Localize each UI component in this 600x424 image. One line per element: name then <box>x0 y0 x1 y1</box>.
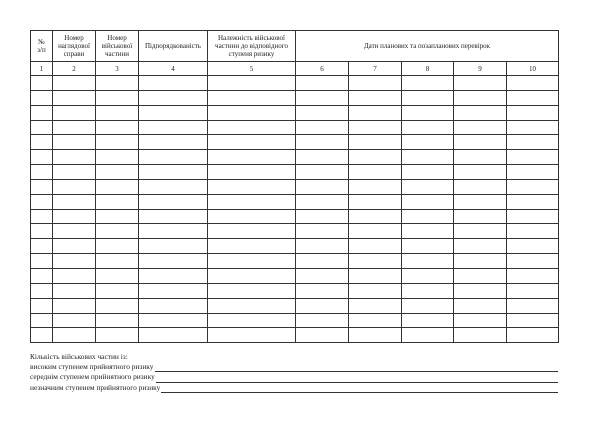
table-cell[interactable] <box>96 268 139 283</box>
table-cell[interactable] <box>53 239 96 254</box>
table-cell[interactable] <box>31 328 53 343</box>
table-cell[interactable] <box>53 268 96 283</box>
table-cell[interactable] <box>139 254 208 269</box>
table-cell[interactable] <box>208 313 296 328</box>
table-cell[interactable] <box>96 165 139 180</box>
table-cell[interactable] <box>139 313 208 328</box>
table-cell[interactable] <box>349 76 402 91</box>
column-number <box>208 62 296 76</box>
table-cell[interactable] <box>96 120 139 135</box>
table-cell[interactable] <box>139 239 208 254</box>
table-row <box>31 105 559 120</box>
table-cell[interactable] <box>402 328 454 343</box>
table-cell[interactable] <box>296 298 349 313</box>
table-cell[interactable] <box>96 209 139 224</box>
table-cell[interactable] <box>31 268 53 283</box>
table-cell[interactable] <box>507 179 559 194</box>
table-cell[interactable] <box>349 120 402 135</box>
column-number-label: 10 <box>529 64 536 73</box>
table-cell[interactable] <box>454 239 507 254</box>
summary-line-low <box>30 383 558 393</box>
table-cell[interactable] <box>349 283 402 298</box>
table-cell[interactable] <box>507 120 559 135</box>
summary-label-high: високим ступенем прийнятного ризику <box>30 362 154 372</box>
header-case-number <box>53 31 96 62</box>
table-cell[interactable] <box>454 268 507 283</box>
table-cell[interactable] <box>296 90 349 105</box>
column-number <box>349 62 402 76</box>
column-number-label: 8 <box>425 64 430 73</box>
table-row <box>31 254 559 269</box>
table-row <box>31 135 559 150</box>
table-cell[interactable] <box>402 90 454 105</box>
header-inspection-dates-label: Дати планових та позапланових перевірок <box>363 42 491 50</box>
column-number-label: 2 <box>72 64 76 73</box>
table-cell[interactable] <box>296 150 349 165</box>
table-cell[interactable] <box>454 105 507 120</box>
table-cell[interactable] <box>139 76 208 91</box>
summary-intro-line <box>30 352 558 362</box>
table-cell[interactable] <box>349 165 402 180</box>
table-cell[interactable] <box>507 328 559 343</box>
table-cell[interactable] <box>349 135 402 150</box>
header-risk-degree <box>208 31 296 62</box>
table-cell[interactable] <box>139 224 208 239</box>
table-cell[interactable] <box>507 165 559 180</box>
table-cell[interactable] <box>507 150 559 165</box>
table-cell[interactable] <box>53 165 96 180</box>
summary-intro: Кількість військових частин із: <box>30 352 128 361</box>
table-cell[interactable] <box>507 298 559 313</box>
table-cell[interactable] <box>402 105 454 120</box>
table-cell[interactable] <box>31 179 53 194</box>
table-cell[interactable] <box>31 254 53 269</box>
column-number-label: 3 <box>115 64 119 73</box>
table-cell[interactable] <box>296 328 349 343</box>
table-cell[interactable] <box>507 239 559 254</box>
table-cell[interactable] <box>31 224 53 239</box>
header-subordination-label: Підпорядкованість <box>144 42 201 50</box>
table-cell[interactable] <box>96 179 139 194</box>
column-number <box>402 62 454 76</box>
table-cell[interactable] <box>96 283 139 298</box>
table-cell[interactable] <box>139 298 208 313</box>
table-cell[interactable] <box>139 150 208 165</box>
table-cell[interactable] <box>402 283 454 298</box>
register-body <box>31 76 559 343</box>
table-cell[interactable] <box>296 76 349 91</box>
table-cell[interactable] <box>96 224 139 239</box>
table-cell[interactable] <box>402 268 454 283</box>
column-number-label: 5 <box>249 64 254 73</box>
header-number <box>31 31 53 62</box>
table-cell[interactable] <box>454 150 507 165</box>
table-cell[interactable] <box>507 90 559 105</box>
table-cell[interactable] <box>296 165 349 180</box>
table-cell[interactable] <box>507 194 559 209</box>
table-cell[interactable] <box>296 283 349 298</box>
table-cell[interactable] <box>96 135 139 150</box>
table-cell[interactable] <box>96 298 139 313</box>
table-cell[interactable] <box>139 268 208 283</box>
table-row <box>31 165 559 180</box>
header-inspection-dates <box>296 31 559 62</box>
table-row <box>31 298 559 313</box>
table-cell[interactable] <box>31 76 53 91</box>
table-row <box>31 150 559 165</box>
table-cell[interactable] <box>208 209 296 224</box>
table-cell[interactable] <box>208 135 296 150</box>
table-cell[interactable] <box>349 298 402 313</box>
table-cell[interactable] <box>507 76 559 91</box>
column-number-label: 6 <box>320 64 324 73</box>
table-cell[interactable] <box>96 194 139 209</box>
table-cell[interactable] <box>349 328 402 343</box>
table-cell[interactable] <box>208 328 296 343</box>
table-cell[interactable] <box>96 254 139 269</box>
table-cell[interactable] <box>31 165 53 180</box>
table-row <box>31 313 559 328</box>
table-cell[interactable] <box>139 105 208 120</box>
table-cell[interactable] <box>349 224 402 239</box>
table-cell[interactable] <box>402 313 454 328</box>
table-cell[interactable] <box>402 179 454 194</box>
table-cell[interactable] <box>349 150 402 165</box>
table-cell[interactable] <box>402 298 454 313</box>
table-cell[interactable] <box>296 268 349 283</box>
table-cell[interactable] <box>402 135 454 150</box>
table-cell[interactable] <box>53 150 96 165</box>
table-cell[interactable] <box>454 313 507 328</box>
column-number-label: 4 <box>171 64 175 73</box>
table-cell[interactable] <box>349 268 402 283</box>
table-cell[interactable] <box>53 120 96 135</box>
table-row <box>31 209 559 224</box>
table-cell[interactable] <box>402 150 454 165</box>
table-cell[interactable] <box>96 76 139 91</box>
table-cell[interactable] <box>31 90 53 105</box>
table-cell[interactable] <box>53 328 96 343</box>
table-cell[interactable] <box>96 150 139 165</box>
table-row <box>31 239 559 254</box>
table-cell[interactable] <box>454 283 507 298</box>
table-cell[interactable] <box>296 224 349 239</box>
table-cell[interactable] <box>507 268 559 283</box>
table-cell[interactable] <box>349 254 402 269</box>
table-cell[interactable] <box>53 313 96 328</box>
header-unit-number <box>96 31 139 62</box>
table-cell[interactable] <box>53 283 96 298</box>
summary-label-low: незначним ступенем прийнятного ризику <box>30 382 161 392</box>
table-cell[interactable] <box>31 120 53 135</box>
table-cell[interactable] <box>208 90 296 105</box>
header-subordination <box>139 31 208 62</box>
table-cell[interactable] <box>139 120 208 135</box>
column-number <box>296 62 349 76</box>
table-cell[interactable] <box>402 254 454 269</box>
table-row <box>31 268 559 283</box>
table-row <box>31 194 559 209</box>
summary-line-high <box>30 362 558 372</box>
table-cell[interactable] <box>139 283 208 298</box>
table-cell[interactable] <box>349 179 402 194</box>
table-row <box>31 76 559 91</box>
table-cell[interactable] <box>208 239 296 254</box>
table-cell[interactable] <box>208 194 296 209</box>
column-number-label: 7 <box>373 64 377 73</box>
table-cell[interactable] <box>454 298 507 313</box>
table-row <box>31 179 559 194</box>
table-cell[interactable] <box>507 209 559 224</box>
table-cell[interactable] <box>349 239 402 254</box>
table-cell[interactable] <box>296 120 349 135</box>
table-cell[interactable] <box>507 105 559 120</box>
table-cell[interactable] <box>31 313 53 328</box>
table-cell[interactable] <box>454 254 507 269</box>
table-cell[interactable] <box>31 209 53 224</box>
column-number-label: 1 <box>39 64 44 73</box>
table-cell[interactable] <box>296 135 349 150</box>
table-cell[interactable] <box>402 120 454 135</box>
table-cell[interactable] <box>402 165 454 180</box>
column-number <box>53 62 96 76</box>
table-cell[interactable] <box>454 76 507 91</box>
table-cell[interactable] <box>208 120 296 135</box>
table-cell[interactable] <box>96 90 139 105</box>
table-cell[interactable] <box>402 194 454 209</box>
table-cell[interactable] <box>139 328 208 343</box>
table-cell[interactable] <box>349 194 402 209</box>
table-cell[interactable] <box>139 90 208 105</box>
table-row <box>31 283 559 298</box>
table-cell[interactable] <box>208 150 296 165</box>
table-cell[interactable] <box>208 268 296 283</box>
table-cell[interactable] <box>454 165 507 180</box>
table-cell[interactable] <box>208 76 296 91</box>
table-cell[interactable] <box>402 76 454 91</box>
table-cell[interactable] <box>31 135 53 150</box>
table-cell[interactable] <box>507 135 559 150</box>
summary-fill-line[interactable] <box>161 385 558 393</box>
table-cell[interactable] <box>208 254 296 269</box>
column-number <box>139 62 208 76</box>
column-number-label: 9 <box>478 64 482 73</box>
table-cell[interactable] <box>139 209 208 224</box>
table-cell[interactable] <box>296 254 349 269</box>
column-number <box>454 62 507 76</box>
table-cell[interactable] <box>454 179 507 194</box>
table-cell[interactable] <box>349 105 402 120</box>
table-cell[interactable] <box>507 254 559 269</box>
table-row <box>31 120 559 135</box>
table-cell[interactable] <box>53 90 96 105</box>
table-cell[interactable] <box>53 209 96 224</box>
table-cell[interactable] <box>507 283 559 298</box>
risk-summary <box>30 352 558 393</box>
column-number <box>507 62 559 76</box>
column-number <box>31 62 53 76</box>
table-cell[interactable] <box>96 328 139 343</box>
table-row <box>31 224 559 239</box>
table-cell[interactable] <box>31 298 53 313</box>
header-unit-number-label: Номер військової частини <box>101 34 133 58</box>
table-cell[interactable] <box>208 165 296 180</box>
table-cell[interactable] <box>53 194 96 209</box>
table-cell[interactable] <box>53 254 96 269</box>
column-number-row <box>31 62 559 76</box>
table-cell[interactable] <box>53 135 96 150</box>
table-row <box>31 90 559 105</box>
table-cell[interactable] <box>53 224 96 239</box>
header-number-label: № з/п <box>37 38 46 54</box>
table-cell[interactable] <box>96 239 139 254</box>
inspection-register-table <box>30 30 559 343</box>
table-cell[interactable] <box>208 298 296 313</box>
table-cell[interactable] <box>31 105 53 120</box>
table-cell[interactable] <box>349 313 402 328</box>
table-cell[interactable] <box>296 239 349 254</box>
table-cell[interactable] <box>208 105 296 120</box>
table-cell[interactable] <box>296 209 349 224</box>
table-cell[interactable] <box>31 239 53 254</box>
table-cell[interactable] <box>507 313 559 328</box>
table-cell[interactable] <box>53 105 96 120</box>
header-risk-degree-label: Належність військової частини до відповідного ступеня ризику <box>215 34 288 58</box>
table-cell[interactable] <box>96 105 139 120</box>
table-cell[interactable] <box>454 209 507 224</box>
header-row <box>31 31 559 62</box>
table-cell[interactable] <box>296 194 349 209</box>
summary-line-medium <box>30 372 558 382</box>
table-cell[interactable] <box>53 298 96 313</box>
table-cell[interactable] <box>53 179 96 194</box>
table-cell[interactable] <box>349 209 402 224</box>
table-cell[interactable] <box>402 224 454 239</box>
table-cell[interactable] <box>139 135 208 150</box>
table-cell[interactable] <box>96 313 139 328</box>
header-case-number-label: Номер наглядової справи <box>58 34 90 58</box>
table-cell[interactable] <box>296 105 349 120</box>
table-cell[interactable] <box>454 194 507 209</box>
table-cell[interactable] <box>208 283 296 298</box>
table-cell[interactable] <box>454 120 507 135</box>
table-cell[interactable] <box>31 150 53 165</box>
table-cell[interactable] <box>31 283 53 298</box>
table-cell[interactable] <box>454 90 507 105</box>
table-cell[interactable] <box>402 239 454 254</box>
summary-label-medium: середнім ступенем прийнятного ризику <box>30 372 155 382</box>
column-number <box>96 62 139 76</box>
table-cell[interactable] <box>349 90 402 105</box>
table-cell[interactable] <box>139 165 208 180</box>
summary-fill-line[interactable] <box>156 375 558 383</box>
table-cell[interactable] <box>31 194 53 209</box>
table-cell[interactable] <box>507 224 559 239</box>
table-cell[interactable] <box>139 179 208 194</box>
summary-fill-line[interactable] <box>155 364 559 372</box>
table-cell[interactable] <box>208 179 296 194</box>
table-cell[interactable] <box>296 179 349 194</box>
table-cell[interactable] <box>454 224 507 239</box>
table-cell[interactable] <box>53 76 96 91</box>
table-cell[interactable] <box>454 135 507 150</box>
table-row <box>31 328 559 343</box>
table-cell[interactable] <box>296 313 349 328</box>
table-cell[interactable] <box>402 209 454 224</box>
table-cell[interactable] <box>454 328 507 343</box>
table-cell[interactable] <box>139 194 208 209</box>
table-cell[interactable] <box>208 224 296 239</box>
